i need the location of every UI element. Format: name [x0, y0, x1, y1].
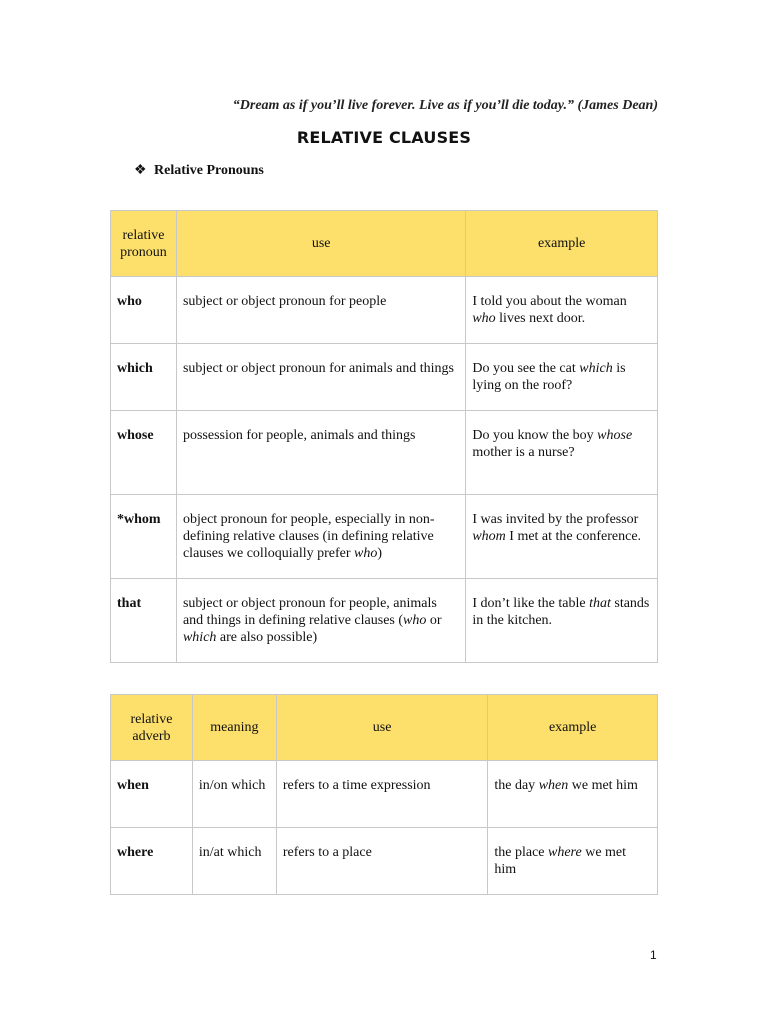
table-header-row [111, 211, 658, 277]
use-cell: refers to a place [276, 828, 488, 895]
header-cell-relative-adverb: relative adverb [111, 695, 193, 761]
example-cell: Do you see the cat which is lying on the roof? [466, 344, 658, 411]
example-cell: I told you about the woman who lives next door. [466, 277, 658, 344]
page-number: 1 [650, 948, 657, 962]
diamond-bullet-icon: ❖ [134, 163, 147, 178]
pronoun-cell: who [111, 277, 177, 344]
adverb-cell: where [111, 828, 193, 895]
use-cell: object pronoun for people, especially in non-defining relative clauses (in defining relative clauses we colloquially prefer who) [176, 495, 465, 579]
table-row [111, 579, 658, 663]
section-heading [134, 162, 264, 179]
section-heading-label: Relative Pronouns [154, 163, 264, 178]
use-cell: subject or object pronoun for animals and things [176, 344, 465, 411]
example-cell: the day when we met him [488, 761, 658, 828]
meaning-cell: in/on which [192, 761, 276, 828]
table-row [111, 495, 658, 579]
use-cell: refers to a time expression [276, 761, 488, 828]
relative-pronouns-table [110, 210, 658, 663]
header-cell-use: use [276, 695, 488, 761]
use-cell: possession for people, animals and things [176, 411, 465, 495]
example-cell: I don’t like the table that stands in the kitchen. [466, 579, 658, 663]
example-cell: the place where we met him [488, 828, 658, 895]
table-row [111, 277, 658, 344]
table-row [111, 411, 658, 495]
header-cell-example: example [466, 211, 658, 277]
epigraph-quote: “Dream as if you’ll live forever. Live as if you’ll die today.” (James Dean) [232, 98, 658, 113]
table-row [111, 761, 658, 828]
adverb-cell: when [111, 761, 193, 828]
table-row [111, 828, 658, 895]
page-title: RELATIVE CLAUSES [296, 128, 472, 147]
example-cell: I was invited by the professor whom I met at the conference. [466, 495, 658, 579]
example-cell: Do you know the boy whose mother is a nurse? [466, 411, 658, 495]
header-cell-use: use [176, 211, 465, 277]
pronoun-cell: whose [111, 411, 177, 495]
meaning-cell: in/at which [192, 828, 276, 895]
header-cell-example: example [488, 695, 658, 761]
pronoun-cell: that [111, 579, 177, 663]
relative-adverbs-table [110, 694, 658, 895]
table-header-row [111, 695, 658, 761]
header-cell-meaning: meaning [192, 695, 276, 761]
header-cell-relative-pronoun: relative pronoun [111, 211, 177, 277]
table-row [111, 344, 658, 411]
use-cell: subject or object pronoun for people, animals and things in defining relative clauses (who or which are also possible) [176, 579, 465, 663]
use-cell: subject or object pronoun for people [176, 277, 465, 344]
pronoun-cell: *whom [111, 495, 177, 579]
pronoun-cell: which [111, 344, 177, 411]
